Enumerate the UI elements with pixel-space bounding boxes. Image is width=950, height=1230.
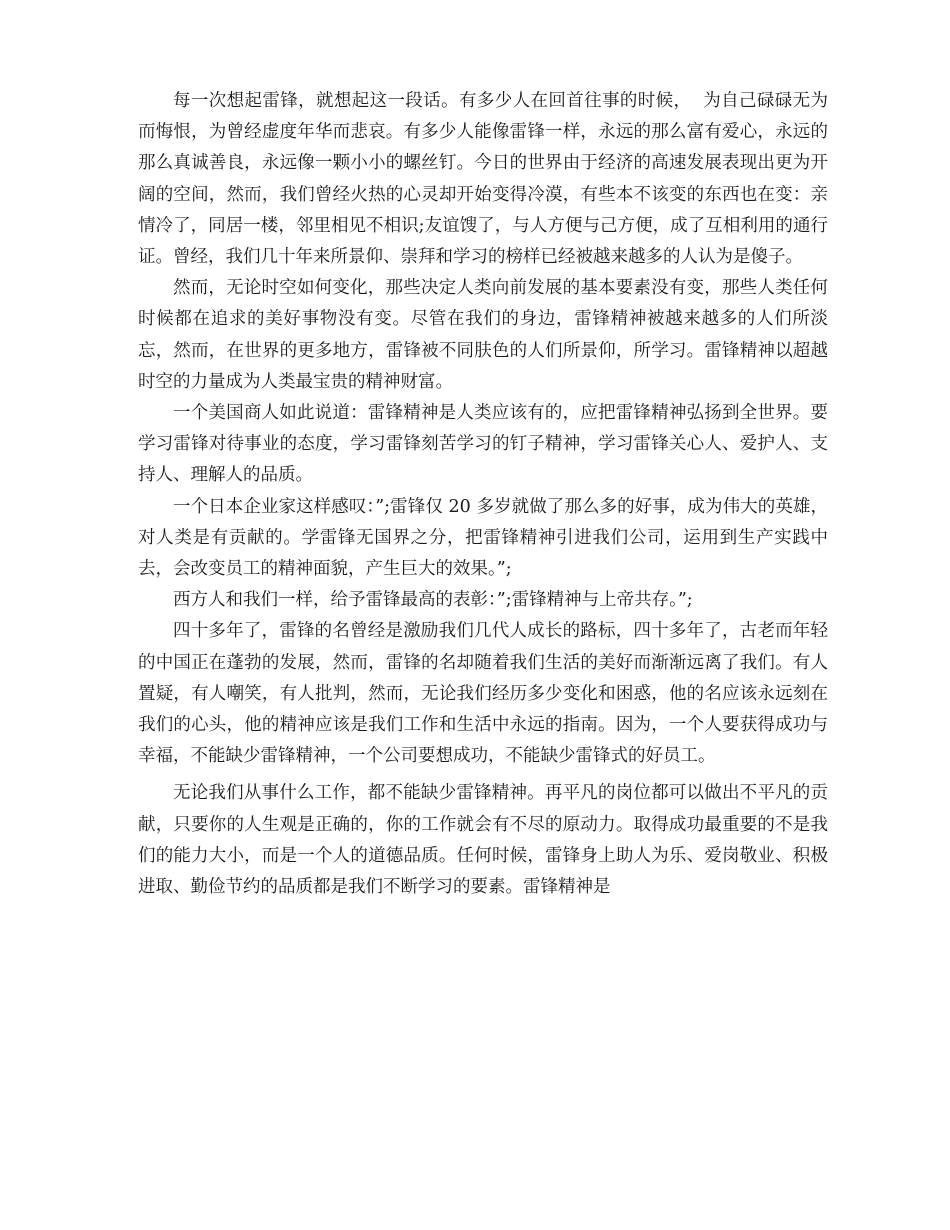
paragraph-3: 一个美国商人如此说道：雷锋精神是人类应该有的，应把雷锋精神弘扬到全世界。要学习雷锋对待事业的态度，学习雷锋刻苦学习的钉子精神，学习雷锋关心人、爱护人、支持人、理解人的品质。: [138, 403, 828, 486]
paragraph-5: 西方人和我们一样，给予雷锋最高的表彰：”;雷锋精神与上帝共存。”;: [173, 590, 693, 611]
paragraph-2: 然而，无论时空如何变化，那些决定人类向前发展的基本要素没有变，那些人类任何时候都在追求的美好事物没有变。尽管在我们的身边，雷锋精神被越来越多的人们所淡忘，然而，在世界的更多地方，雷锋被不同肤色的人们所景仰，所学习。雷锋精神以超越时空的力量成为人类最宝贵的精神财富。: [138, 278, 828, 392]
paragraph-4: 一个日本企业家这样感叹：”;雷锋仅 20 多岁就做了那么多的好事，成为伟大的英雄，对人类是有贡献的。学雷锋无国界之分，把雷锋精神引进我们公司，运用到生产实践中去，会改变员工的精神面貌，产生巨大的效果。”;: [138, 496, 828, 580]
document-body: [138, 86, 828, 903]
paragraph-1: 每一次想起雷锋，就想起这一段话。有多少人在回首往事的时候， 为自己碌碌无为而悔恨，为曾经虚度年华而悲哀。有多少人能像雷锋一样，永远的那么富有爱心，永远的那么真诚善良，永远像一颗小小的螺丝钉。今日的世界由于经济的高速发展表现出更为开阔的空间，然而，我们曾经火热的心灵却开始变得冷漠，有些本不该变的东西也在变：亲情冷了，同居一楼，邻里相见不相识;友谊馊了，与人方便与己方便，成了互相利用的通行证。曾经，我们几十年来所景仰、崇拜和学习的榜样已经被越来越多的人认为是傻子。: [138, 91, 828, 268]
paragraph-6: 四十多年了，雷锋的名曾经是激励我们几代人成长的路标，四十多年了，古老而年轻的中国正在蓬勃的发展，然而，雷锋的名却随着我们生活的美好而渐渐远离了我们。有人置疑，有人嘲笑，有人批判，然而，无论我们经历多少变化和困惑，他的名应该永远刻在我们的心头，他的精神应该是我们工作和生活中永远的指南。因为，一个人要获得成功与幸福，不能缺少雷锋精神，一个公司要想成功，不能缺少雷锋式的好员工。: [138, 621, 828, 767]
paragraph-7: 无论我们从事什么工作，都不能缺少雷锋精神。再平凡的岗位都可以做出不平凡的贡献，只要你的人生观是正确的，你的工作就会有不尽的原动力。取得成功最重要的不是我们的能力大小，而是一个人的道德品质。任何时候，雷锋身上助人为乐、爱岗敬业、积极进取、勤俭节约的品质都是我们不断学习的要素。雷锋精神是: [138, 783, 828, 898]
